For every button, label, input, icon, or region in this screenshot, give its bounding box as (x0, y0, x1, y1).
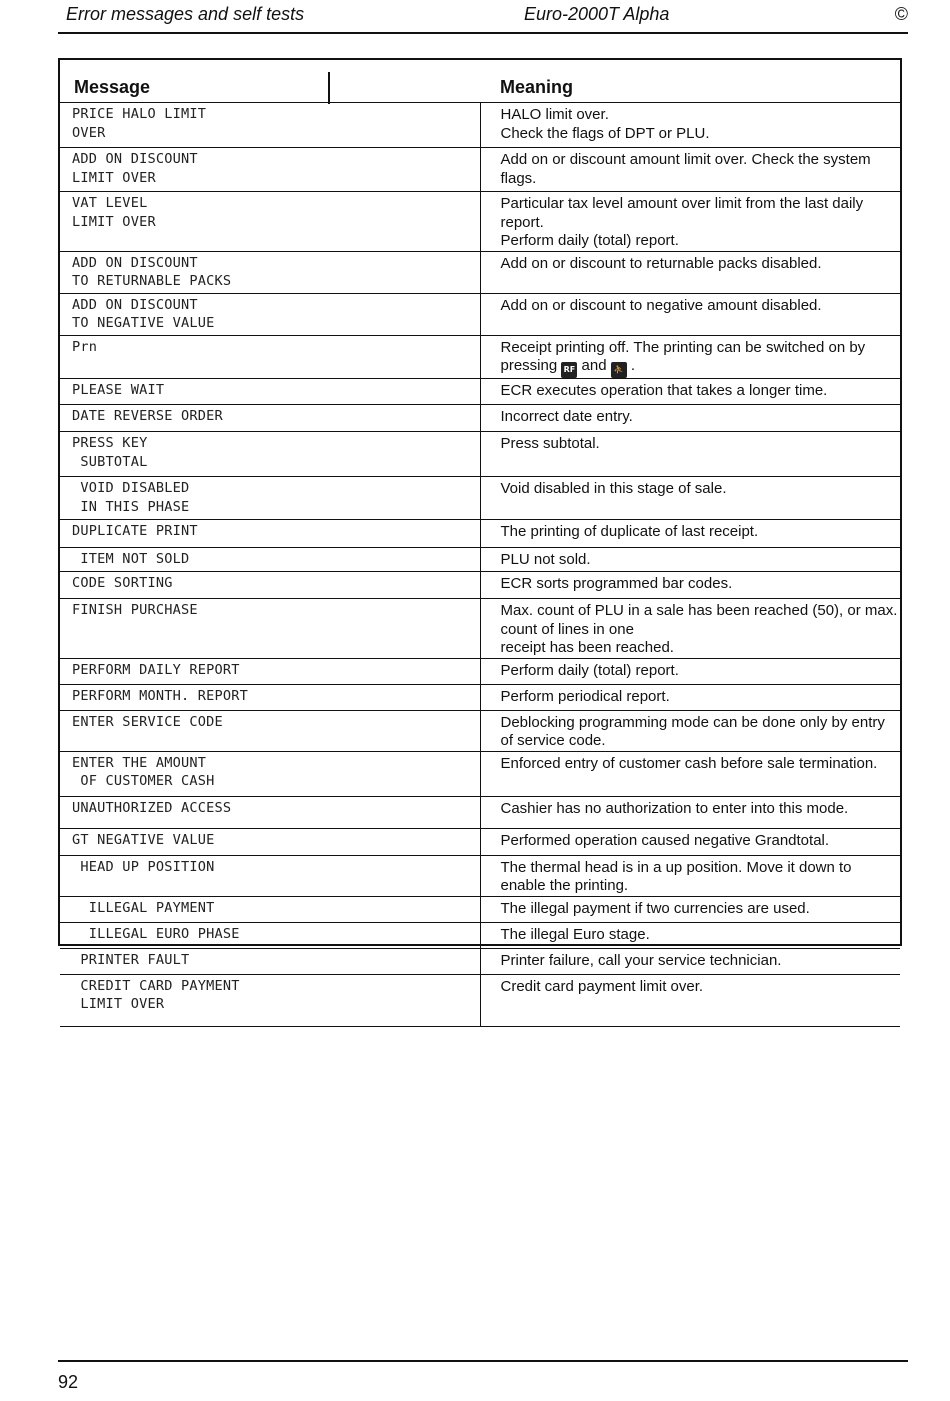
table-row (60, 796, 900, 828)
message-cell (60, 432, 480, 477)
lcd-message-text: PERFORM DAILY REPORT (72, 661, 240, 678)
meaning-cell (480, 828, 900, 855)
table-row (60, 520, 900, 548)
table-row (60, 974, 900, 1026)
lcd-message-text: Prn (72, 338, 98, 355)
lcd-message-text: ITEM NOT SOLD (72, 551, 190, 567)
meaning-cell (480, 548, 900, 572)
message-cell (60, 796, 480, 828)
meaning-cell (480, 293, 900, 335)
message-cell (60, 922, 480, 948)
column-header-message: Message (60, 60, 480, 103)
message-cell (60, 148, 480, 192)
table-row (60, 828, 900, 855)
paper-feed-key-icon: ⛹ (611, 362, 627, 378)
meaning-cell (480, 379, 900, 405)
table-header-row (60, 60, 900, 103)
meaning-cell (480, 103, 900, 148)
header-section-title: Error messages and self tests (66, 4, 305, 24)
meaning-text: Incorrect date entry. (500, 408, 633, 425)
meaning-cell (480, 251, 900, 293)
meaning-text: Credit card payment limit over. (500, 977, 704, 995)
meaning-cell (480, 599, 900, 659)
page-header (58, 0, 908, 34)
lcd-message-text: CODE SORTING (72, 575, 173, 591)
message-cell (60, 293, 480, 335)
header-product-name: Euro-2000T Alpha (524, 4, 670, 24)
meaning-cell (480, 572, 900, 599)
message-cell (60, 684, 480, 710)
message-cell (60, 974, 480, 1026)
message-cell (60, 520, 480, 548)
table-row (60, 572, 900, 599)
meaning-text: Cashier has no authorization to enter into this mode. (500, 799, 849, 817)
meaning-text: Press subtotal. (500, 435, 600, 452)
lcd-message-text: DUPLICATE PRINT (72, 523, 198, 539)
meaning-text: Perform daily (total) report. (500, 661, 679, 679)
meaning-text: Enforced entry of customer cash before sale termination. (500, 754, 878, 772)
lcd-message-text: ENTER THE AMOUNT OF CUSTOMER CASH (72, 754, 215, 789)
conjunction-text: and (581, 357, 607, 374)
meaning-text: Add on or discount to negative amount disabled. (500, 296, 822, 314)
table-row (60, 548, 900, 572)
table-row (60, 293, 900, 335)
meaning-text: Perform periodical report. (500, 687, 670, 705)
message-cell (60, 896, 480, 922)
table-row (60, 379, 900, 405)
table-row (60, 855, 900, 896)
table-row (60, 148, 900, 192)
lcd-message-text: GT NEGATIVE VALUE (72, 831, 215, 848)
lcd-message-text: DATE REVERSE ORDER (72, 408, 223, 424)
lcd-message-text: PERFORM MONTH. REPORT (72, 687, 249, 704)
meaning-text: Performed operation caused negative Grandtotal. (500, 831, 830, 849)
meaning-text: The illegal payment if two currencies are used. (500, 899, 810, 917)
meaning-text: Void disabled in this stage of sale. (500, 480, 727, 497)
message-cell (60, 405, 480, 432)
page-footer (58, 1360, 908, 1392)
message-cell (60, 658, 480, 684)
meaning-cell (480, 922, 900, 948)
meaning-text: ECR executes operation that takes a longer time. (500, 382, 828, 399)
table-row (60, 710, 900, 751)
meaning-cell (480, 684, 900, 710)
meaning-cell (480, 796, 900, 828)
lcd-message-text: ADD ON DISCOUNT TO RETURNABLE PACKS (72, 254, 232, 289)
meaning-cell (480, 192, 900, 252)
message-cell (60, 103, 480, 148)
meaning-cell (480, 751, 900, 796)
message-cell (60, 751, 480, 796)
meaning-text: The printing of duplicate of last receipt. (500, 523, 759, 540)
table-row (60, 405, 900, 432)
meaning-cell (480, 710, 900, 751)
message-cell (60, 477, 480, 520)
meaning-text: The illegal Euro stage. (500, 925, 650, 943)
meaning-text: Deblocking programming mode can be done only by entry of service code. (500, 713, 885, 749)
lcd-message-text: PLEASE WAIT (72, 382, 165, 398)
lcd-message-text: ILLEGAL PAYMENT (72, 899, 215, 916)
message-cell (60, 251, 480, 293)
table-row (60, 684, 900, 710)
column-header-meaning: Meaning (480, 60, 900, 103)
rf-key-icon: RF (561, 362, 577, 378)
meaning-text: PLU not sold. (500, 551, 591, 568)
table-row (60, 948, 900, 974)
lcd-message-text: PRINTER FAULT (72, 951, 190, 968)
table-row (60, 751, 900, 796)
meaning-text: ECR sorts programmed bar codes. (500, 575, 733, 592)
error-message-table-frame (58, 58, 902, 1012)
meaning-text-with-keys (501, 336, 901, 379)
meaning-cell (480, 405, 900, 432)
message-cell (60, 335, 480, 379)
lcd-message-text: ILLEGAL EURO PHASE (72, 925, 240, 942)
table-row (60, 432, 900, 477)
message-cell (60, 828, 480, 855)
meaning-cell (480, 896, 900, 922)
meaning-cell (480, 432, 900, 477)
lcd-message-text: PRESS KEY SUBTOTAL (72, 435, 148, 470)
table-row (60, 922, 900, 948)
message-cell (60, 192, 480, 252)
meaning-text: Particular tax level amount over limit from the last daily report. Perform daily (total) report. (500, 195, 864, 249)
meaning-cell (480, 948, 900, 974)
meaning-cell (480, 974, 900, 1026)
header-column-divider (328, 72, 330, 104)
lcd-message-text: ADD ON DISCOUNT TO NEGATIVE VALUE (72, 296, 215, 331)
meaning-text: Receipt printing off. The printing can be switched on by pressing (500, 338, 866, 374)
page-number: 92 (58, 1372, 79, 1392)
meaning-text: Add on or discount to returnable packs disabled. (500, 254, 822, 272)
table-row (60, 251, 900, 293)
lcd-message-text: VOID DISABLED IN THIS PHASE (80, 480, 190, 515)
message-cell (60, 710, 480, 751)
table-row (60, 477, 900, 520)
meaning-cell (480, 148, 900, 192)
meaning-cell (480, 520, 900, 548)
meaning-text: HALO limit over. Check the flags of DPT or PLU. (500, 106, 710, 142)
trailing-period: . (630, 357, 636, 374)
meaning-text: Max. count of PLU in a sale has been reached (50), or max. count of lines in one receipt has been reached. (500, 602, 898, 656)
lcd-message-text: UNAUTHORIZED ACCESS (72, 799, 232, 816)
header-copyright-mark: © (894, 4, 908, 24)
meaning-cell (480, 658, 900, 684)
error-message-table (60, 60, 900, 1027)
meaning-text: Printer failure, call your service technician. (500, 951, 782, 969)
lcd-message-text: ADD ON DISCOUNT LIMIT OVER (72, 151, 198, 186)
table-row (60, 192, 900, 252)
meaning-text: Add on or discount amount limit over. Check the system flags. (500, 151, 871, 187)
lcd-message-text: HEAD UP POSITION (72, 858, 215, 875)
table-row (60, 896, 900, 922)
lcd-message-text: VAT LEVEL LIMIT OVER (72, 195, 156, 230)
message-cell (60, 855, 480, 896)
message-cell (60, 572, 480, 599)
message-cell (60, 599, 480, 659)
meaning-cell (480, 335, 900, 379)
lcd-message-text: PRICE HALO LIMIT OVER (72, 106, 207, 141)
lcd-message-text: ENTER SERVICE CODE (72, 713, 223, 730)
table-row (60, 658, 900, 684)
meaning-text: The thermal head is in a up position. Move it down to enable the printing. (500, 858, 852, 894)
table-row (60, 103, 900, 148)
table-row (60, 599, 900, 659)
lcd-message-text: CREDIT CARD PAYMENT LIMIT OVER (80, 977, 240, 1012)
lcd-message-text: FINISH PURCHASE (72, 602, 198, 618)
message-cell (60, 379, 480, 405)
table-body (60, 103, 900, 1027)
meaning-cell (480, 855, 900, 896)
meaning-cell (480, 477, 900, 520)
message-cell (60, 948, 480, 974)
table-row (60, 335, 900, 379)
message-cell (60, 548, 480, 572)
